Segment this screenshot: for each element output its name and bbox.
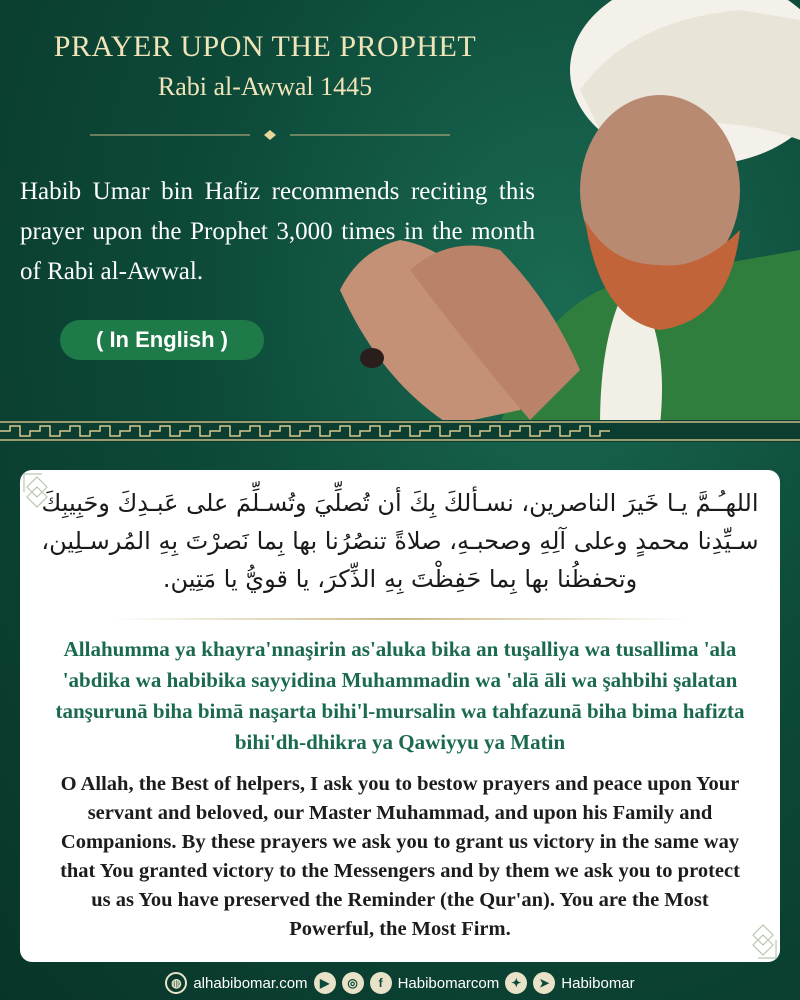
english-translation: O Allah, the Best of helpers, I ask you to bestow prayers and peace upon Your servant and beloved, our Master Muhammad, and upon his Family and Companions. By these prayers we ask you to grant us victory in the same way that You granted victory to the Messengers and by them we ask you to protect us as You have preserved the Reminder (the Qur'an). You are the Most Powerful, the Most Firm.: [60, 773, 740, 940]
telegram-icon[interactable]: ➤: [533, 972, 555, 994]
website-link[interactable]: alhabibomar.com: [193, 974, 308, 992]
social-handle-secondary[interactable]: Habibomar: [561, 974, 635, 992]
twitter-icon[interactable]: ✦: [505, 972, 527, 994]
page-subtitle: Rabi al-Awwal 1445: [157, 72, 373, 101]
intro-text: Habib Umar bin Hafiz recommends reciting this prayer upon the Prophet 3,000 times in the month of Rabi al-Awwal.: [20, 178, 535, 285]
section-divider: [110, 618, 690, 620]
footer: [0, 966, 800, 1000]
facebook-icon[interactable]: f: [370, 972, 392, 994]
scholar-portrait: [300, 0, 800, 425]
transliteration-text: Allahumma ya khayra'nnaşirin as'aluka bika an tuşalliya wa tusallima 'ala 'abdika wa habibika sayyidina Muhammadin wa 'alā āli wa şahbihi şalatan tanşurunā biha bimā naşarta bihi'l-mursalin wa tahfazunā biha bima hafizta bihi'dh-dhikra ya Qawiyyu ya Matin: [55, 637, 745, 754]
youtube-icon[interactable]: ▶: [314, 972, 336, 994]
arabic-prayer: اللهـُـمَّ يـا خَيرَ الناصرين، نسـألكَ بِكَ أن تُصلِّيَ وتُسـلِّمَ على عَبـدِكَ وحَبِيبِكَ سـيِّدِنا محمدٍ وعلى آلِهِ وصحبـهِ، صلاةً تنصُرُنا بها بِما نَصرْتَ بِهِ المُرسـلِين، وتحفظُنا بها بِما حَفِظْتَ بِهِ الذِّكرَ، يا قويُّ يا مَتِين.: [41, 489, 759, 593]
instagram-icon[interactable]: ◎: [342, 972, 364, 994]
globe-icon: ◍: [165, 972, 187, 994]
language-badge: ( In English ): [60, 320, 264, 360]
social-handle-primary[interactable]: Habibomarcom: [397, 974, 500, 992]
decorative-border: [0, 420, 800, 442]
page-title: PRAYER UPON THE PROPHET: [53, 30, 477, 63]
